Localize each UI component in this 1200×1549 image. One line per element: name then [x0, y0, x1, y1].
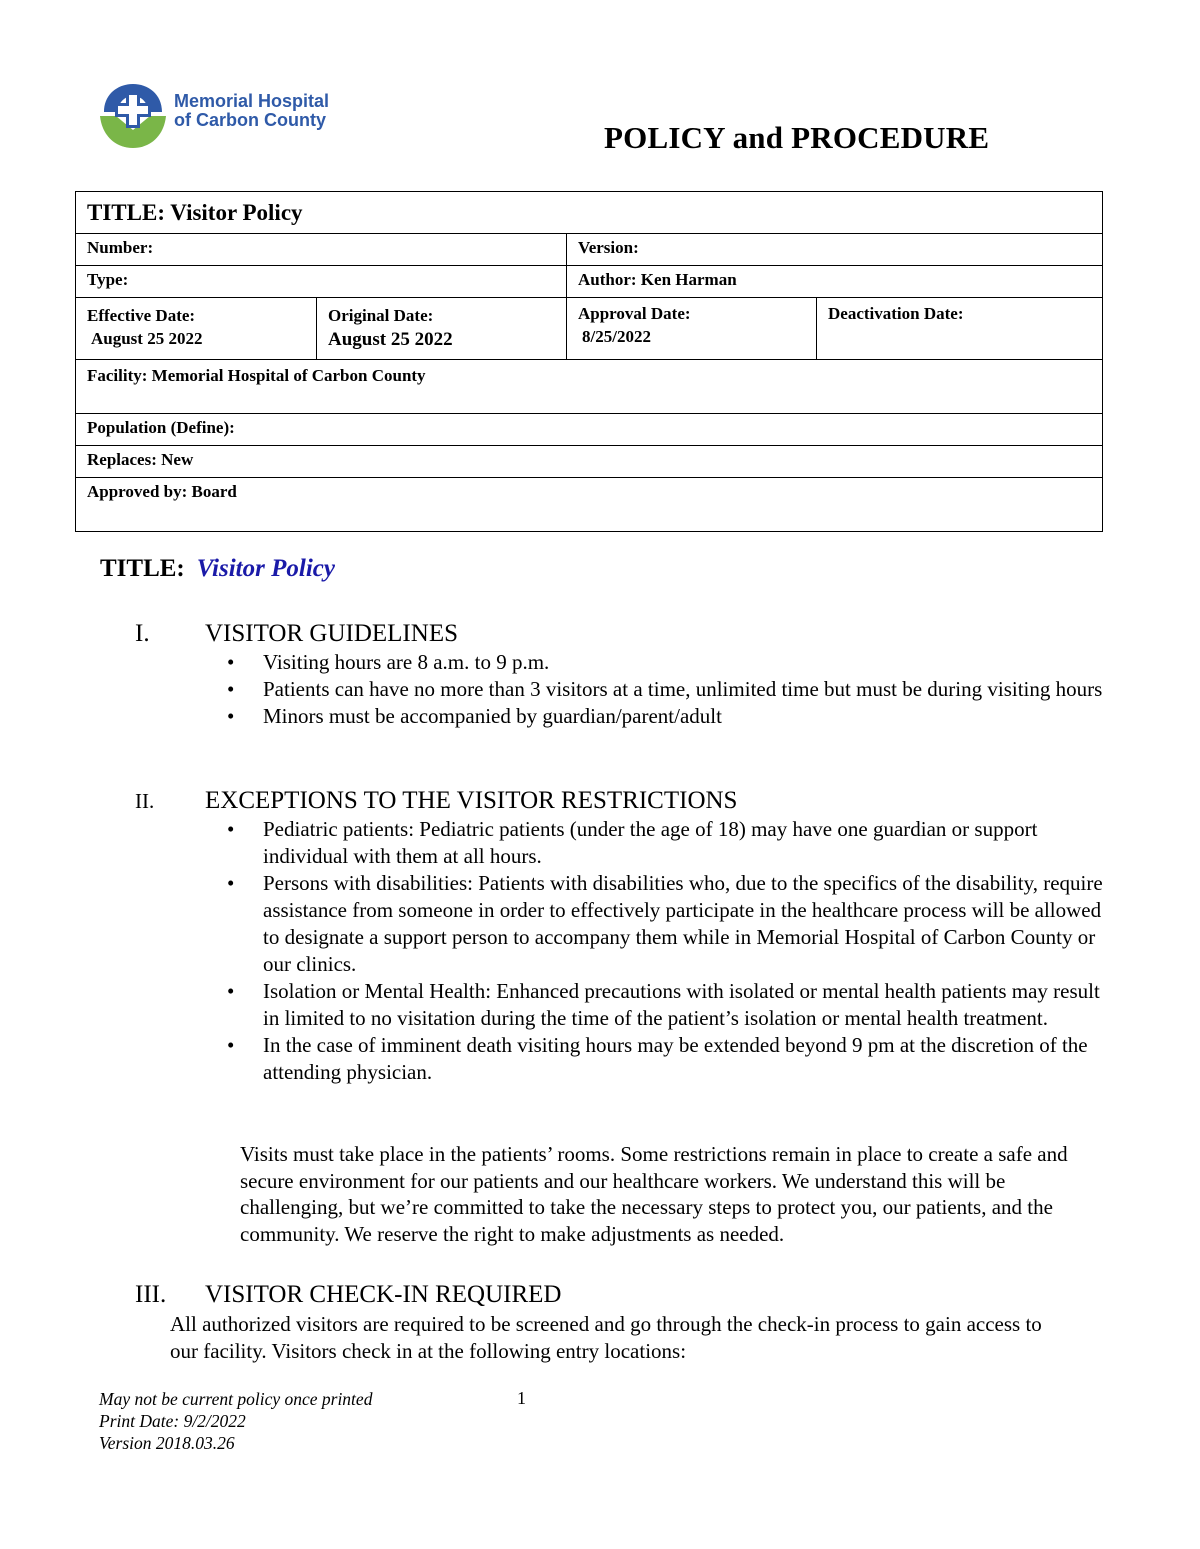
footer-disclaimer: May not be current policy once printed — [99, 1389, 373, 1409]
type-field: Type: — [76, 266, 567, 298]
table-title: TITLE: Visitor Policy — [76, 192, 1103, 234]
policy-title — [100, 555, 335, 583]
list-item: • Isolation or Mental Health: Enhanced precautions with isolated or mental health patients may result in limited to no visitation during the time of the patient’s isolation or mental health treatment. — [263, 978, 1108, 1032]
effective-date-cell — [76, 298, 317, 360]
bullet-list — [263, 816, 1108, 1086]
logo-line-2: of Carbon County — [174, 110, 326, 130]
list-item: • Minors must be accompanied by guardian/parent/adult — [263, 703, 1108, 730]
document-heading: POLICY and PROCEDURE — [604, 120, 990, 155]
replaces-field: Replaces: New — [76, 446, 1103, 478]
number-field: Number: — [76, 234, 567, 266]
section-title: EXCEPTIONS TO THE VISITOR RESTRICTIONS — [205, 787, 738, 814]
policy-title-value: Visitor Policy — [196, 555, 335, 582]
original-date-label: Original Date: — [328, 306, 434, 325]
hospital-cross-icon — [98, 82, 168, 152]
logo-line-1: Memorial Hospital — [174, 91, 330, 111]
list-item: • Pediatric patients: Pediatric patients (under the age of 18) may have one guardian or support individual with them at all hours. — [263, 816, 1108, 870]
section-number: I. — [135, 620, 150, 647]
original-date-cell — [317, 298, 567, 360]
page-number: 1 — [517, 1388, 526, 1408]
deactivation-date-cell — [817, 298, 1103, 360]
policy-metadata-table — [75, 191, 1103, 532]
original-date-value: August 25 2022 — [328, 329, 453, 350]
author-field: Author: Ken Harman — [567, 266, 1103, 298]
effective-date-value: August 25 2022 — [91, 329, 203, 348]
approval-date-cell — [567, 298, 817, 360]
section-number: II. — [135, 789, 155, 813]
policy-title-label: TITLE: — [100, 555, 185, 582]
bullet-list — [263, 649, 1108, 730]
approval-date-value: 8/25/2022 — [582, 327, 651, 346]
population-field: Population (Define): — [76, 414, 1103, 446]
list-item: • Patients can have no more than 3 visitors at a time, unlimited time but must be during visiting hours — [263, 676, 1108, 703]
page-footer — [99, 1388, 372, 1454]
exceptions-paragraph: Visits must take place in the patients’ rooms. Some restrictions remain in place to create a safe and secure environment for our patients and our healthcare workers. We understand this will be challenging, but we’re committed to take the necessary steps to protect you, our patients, and the community. We reserve the right to make adjustments as needed. — [240, 1142, 1068, 1246]
footer-print-date: Print Date: 9/2/2022 — [99, 1411, 246, 1431]
version-field: Version: — [567, 234, 1103, 266]
section-title: VISITOR CHECK-IN REQUIRED — [205, 1281, 562, 1308]
section-title: VISITOR GUIDELINES — [205, 620, 458, 647]
check-in-paragraph: All authorized visitors are required to be screened and go through the check-in process to gain access to our facility. Visitors check in at the following entry locations: — [170, 1312, 1042, 1363]
deactivation-date-label: Deactivation Date: — [828, 304, 964, 323]
hospital-logo — [98, 82, 358, 152]
footer-version: Version 2018.03.26 — [99, 1433, 235, 1453]
list-item: • In the case of imminent death visiting hours may be extended beyond 9 pm at the discretion of the attending physician. — [263, 1032, 1108, 1086]
approved-by-field: Approved by: Board — [76, 478, 1103, 532]
section-number: III. — [135, 1281, 167, 1308]
effective-date-label: Effective Date: — [87, 306, 196, 325]
facility-field: Facility: Memorial Hospital of Carbon County — [76, 360, 1103, 414]
logo-text — [174, 92, 329, 130]
list-item: • Persons with disabilities: Patients with disabilities who, due to the specifics of the disability, require assistance from someone in order to effectively participate in the healthcare process will be allowed to designate a support person to accompany them while in Memorial Hospital of Carbon County or our clinics. — [263, 870, 1108, 978]
list-item: • Visiting hours are 8 a.m. to 9 p.m. — [263, 649, 1108, 676]
approval-date-label: Approval Date: — [578, 304, 691, 323]
